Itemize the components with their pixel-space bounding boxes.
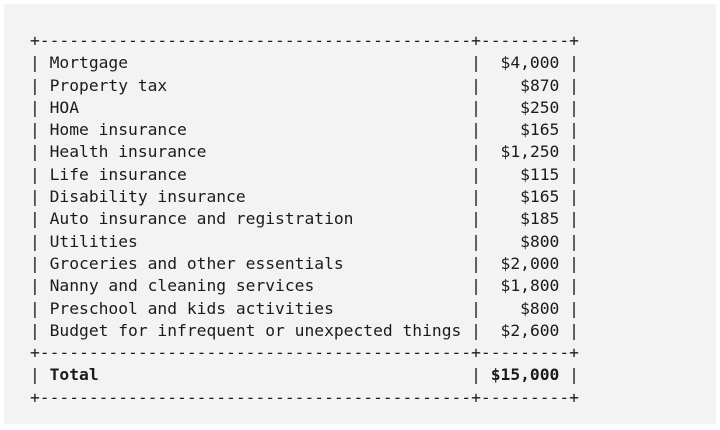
table-border-top: +--------------------------------------------+---------+: [30, 31, 579, 50]
table-row: | Health insurance | $1,250 |: [30, 142, 579, 162]
table-row: | Utilities | $800 |: [30, 231, 579, 251]
row-label: Life insurance: [49, 164, 187, 184]
table-row: | Disability insurance | $165 |: [30, 187, 579, 207]
row-value: $2,000: [500, 253, 560, 273]
row-label: Home insurance: [49, 120, 187, 140]
row-value: $2,600: [500, 320, 560, 340]
total-value: $15,000: [490, 365, 560, 385]
ascii-expense-table: [30, 30, 579, 409]
row-value: $1,800: [500, 276, 560, 296]
table-row: | HOA | $250 |: [30, 97, 579, 117]
row-value: $250: [520, 97, 560, 117]
row-value: $185: [520, 209, 560, 229]
row-label: Disability insurance: [49, 187, 246, 207]
row-value: $165: [520, 120, 560, 140]
row-label: Auto insurance and registration: [49, 209, 354, 229]
table-row: | Home insurance | $165 |: [30, 120, 579, 140]
row-value: $115: [520, 164, 560, 184]
table-row: | Life insurance | $115 |: [30, 164, 579, 184]
row-value: $1,250: [500, 142, 560, 162]
table-row: | Auto insurance and registration | $185 |: [30, 209, 579, 229]
table-row: | Property tax | $870 |: [30, 75, 579, 95]
row-label: Nanny and cleaning services: [49, 276, 315, 296]
row-label: Budget for infrequent or unexpected things: [49, 320, 462, 340]
row-value: $165: [520, 187, 560, 207]
row-label: Property tax: [49, 75, 168, 95]
row-label: HOA: [49, 97, 80, 117]
row-label: Mortgage: [49, 53, 129, 73]
row-label: Preschool and kids activities: [49, 298, 334, 318]
table-row: | Mortgage | $4,000 |: [30, 53, 579, 73]
table-row: | Groceries and other essentials | $2,000 |: [30, 253, 579, 273]
row-label: Groceries and other essentials: [49, 253, 344, 273]
row-label: Utilities: [49, 231, 138, 251]
total-row: | Total | $15,000 |: [30, 365, 579, 385]
row-value: $4,000: [500, 53, 560, 73]
row-value: $800: [520, 231, 560, 251]
row-value: $800: [520, 298, 560, 318]
table-row: | Preschool and kids activities | $800 |: [30, 298, 579, 318]
table-row: | Nanny and cleaning services | $1,800 |: [30, 276, 579, 296]
row-label: Health insurance: [49, 142, 207, 162]
total-label: Total: [49, 365, 99, 385]
table-border-bottom: +--------------------------------------------+---------+: [30, 387, 579, 407]
row-value: $870: [520, 75, 560, 95]
table-border-divider: +--------------------------------------------+---------+: [30, 343, 579, 363]
table-panel: [4, 4, 716, 424]
table-row: | Budget for infrequent or unexpected things | $2,600 |: [30, 320, 579, 340]
